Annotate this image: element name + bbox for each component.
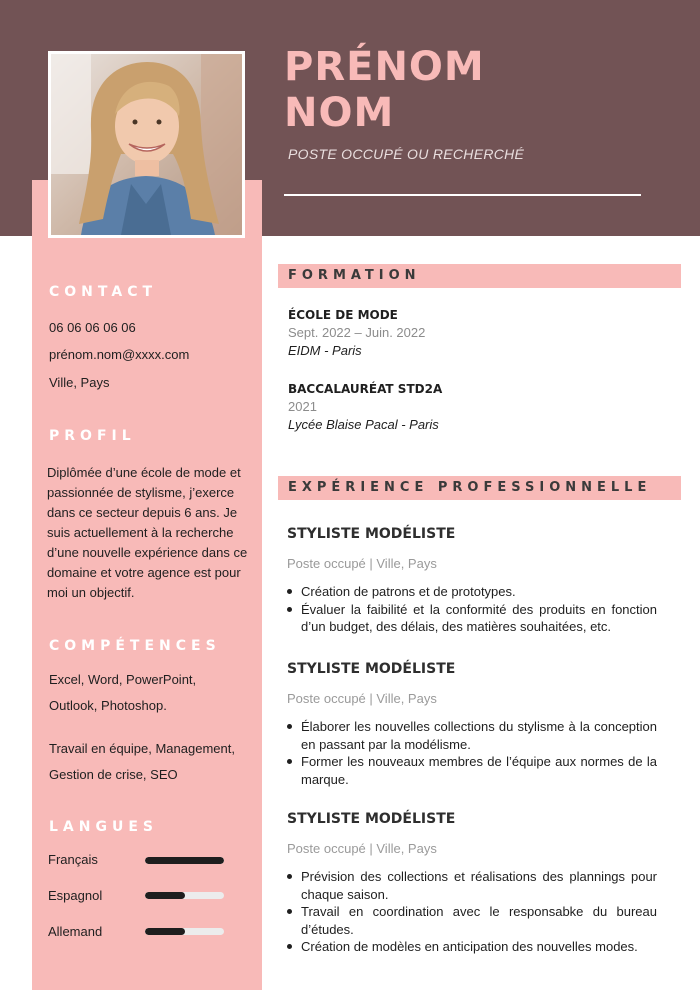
experience-title: STYLISTE MODÉLISTE <box>287 661 456 677</box>
experience-bullet: Travail en coordination avec le responsabke du bureau d’études. <box>287 903 657 938</box>
experience-subtitle: Poste occupé | Ville, Pays <box>287 556 437 571</box>
education-heading-bar <box>278 264 681 288</box>
experience-bullet: Évaluer la faibilité et la conformité des produits en fonction d’un budget, des délais, des matières souhaitées, etc. <box>287 601 657 636</box>
experience-bullets <box>287 868 657 956</box>
experience-bullets <box>287 583 657 636</box>
profile-photo <box>51 54 242 235</box>
contact-email: prénom.nom@xxxx.com <box>49 347 190 362</box>
language-name: Espagnol <box>48 888 103 903</box>
education-dates: Sept. 2022 – Juin. 2022 <box>288 325 426 340</box>
education-school: BACCALAURÉAT STD2A <box>288 382 443 396</box>
job-title: POSTE OCCUPÉ OU RECHERCHÉ <box>288 146 525 162</box>
experience-bullet: Création de patrons et de prototypes. <box>287 583 657 601</box>
skills-line: Travail en équipe, Management, <box>49 741 235 756</box>
experience-bullets <box>287 718 657 788</box>
profile-text: Diplômée d’une école de mode et passionnée de stylisme, j’exerce dans ce secteur depuis 6 ans. Je suis actuellement à la recherche d’une nouvelle expérience dans ce domaine et votre agence est pour moi un objectif. <box>47 465 248 600</box>
candidate-name <box>284 44 485 136</box>
experience-heading: EXPÉRIENCE PROFESSIONNELLE <box>288 480 652 495</box>
skills-line: Outlook, Photoshop. <box>49 698 167 713</box>
languages-heading: LANGUES <box>49 819 158 835</box>
language-level-bar <box>145 928 224 935</box>
experience-title: STYLISTE MODÉLISTE <box>287 526 456 542</box>
experience-entry <box>287 525 657 636</box>
contact-heading: CONTACT <box>49 284 158 300</box>
experience-entry <box>287 660 657 788</box>
experience-heading-bar <box>278 476 681 500</box>
first-name: PRÉNOM <box>284 44 485 90</box>
education-dates: 2021 <box>288 399 317 414</box>
experience-entry <box>287 810 657 956</box>
experience-bullet: Création de modèles en anticipation des nouvelles modes. <box>287 938 657 956</box>
profile-photo-frame <box>48 51 245 238</box>
title-underline <box>284 194 641 196</box>
skills-line: Gestion de crise, SEO <box>49 767 178 782</box>
language-level-bar <box>145 892 224 899</box>
education-entry <box>288 306 668 360</box>
skills-line: Excel, Word, PowerPoint, <box>49 672 197 687</box>
contact-phone: 06 06 06 06 06 <box>49 320 136 335</box>
experience-subtitle: Poste occupé | Ville, Pays <box>287 841 437 856</box>
education-heading: FORMATION <box>288 268 421 283</box>
experience-subtitle: Poste occupé | Ville, Pays <box>287 691 437 706</box>
education-school: ÉCOLE DE MODE <box>288 308 398 322</box>
language-name: Français <box>48 852 98 867</box>
language-name: Allemand <box>48 924 103 939</box>
experience-bullet: Former les nouveaux membres de l’équipe aux normes de la marque. <box>287 753 657 788</box>
portrait-illustration <box>51 54 242 235</box>
education-place: EIDM - Paris <box>288 343 362 358</box>
contact-location: Ville, Pays <box>49 375 110 390</box>
education-entry <box>288 380 668 434</box>
education-place: Lycée Blaise Pacal - Paris <box>288 417 439 432</box>
language-level-fill <box>145 928 185 935</box>
last-name: NOM <box>284 90 395 136</box>
language-level-fill <box>145 857 224 864</box>
language-level-fill <box>145 892 185 899</box>
experience-bullet: Prévision des collections et réalisations des plannings pour chaque saison. <box>287 868 657 903</box>
experience-bullet: Élaborer les nouvelles collections du stylisme à la conception en passant par la modélisme. <box>287 718 657 753</box>
profile-heading: PROFIL <box>49 428 136 444</box>
skills-heading: COMPÉTENCES <box>49 638 221 654</box>
language-level-bar <box>145 857 224 864</box>
experience-title: STYLISTE MODÉLISTE <box>287 811 456 827</box>
